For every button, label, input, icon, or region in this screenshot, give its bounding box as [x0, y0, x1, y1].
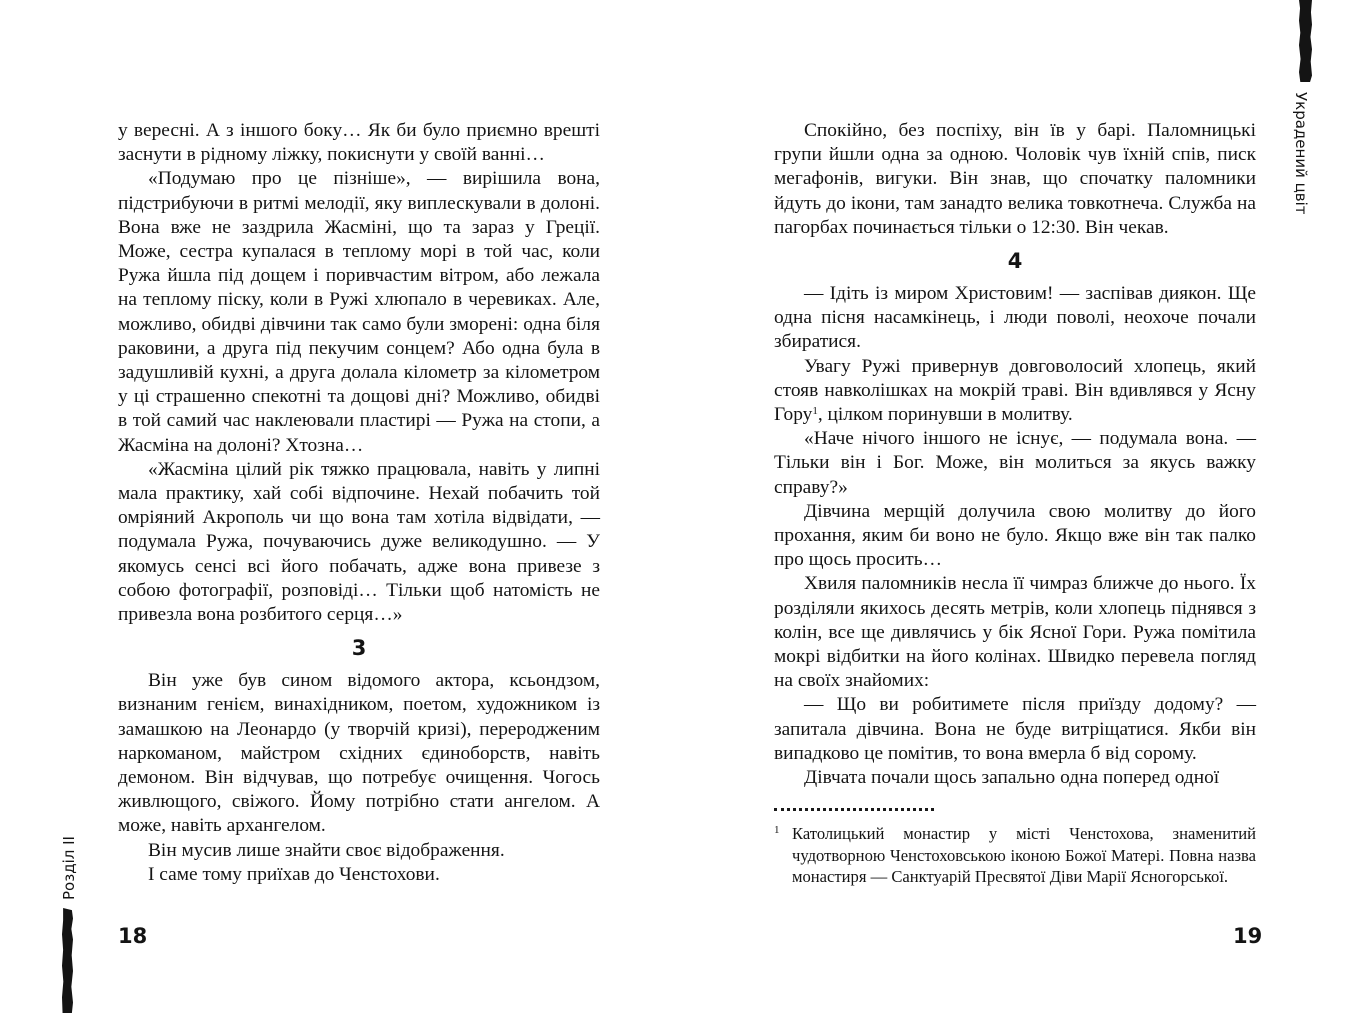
paragraph: — Що ви робитимете після приїзду додому? — запитала дівчина. Вона не буде витріщатися. Якби він випадково це помітив, то вона вмерла б від сорому. [774, 694, 1256, 764]
chapter-edge-mark [62, 908, 73, 1013]
paragraph: «Подумаю про це пізніше», — вирішила вона, підстрибуючи в ритмі мелодії, яку виплескували в долоні. Вона вже не заздрила Жасміні, що та зараз у Греції. Може, сестра купалася в теплому морі в той час, коли Ружа йшла під дощем і поривчастим вітром, або лежала на теплому піску, коли в Ружі хлюпало в черевиках. Але, можливо, обидві дівчини так само були зморені: одна біля раковини, а друга під пекучим сонцем? Або одна була в задушливій кухні, а друга долала кілометр за кілометром у ці страшенно спекотні та дощові дні? Можливо, обидві в той самий час наклеювали пластирі — Ружа на стопи, а Жасміна на долоні? Хтозна… [118, 168, 600, 456]
paragraph: Він мусив лише знайти своє відображення. [148, 839, 505, 861]
paragraph: «Наче нічого іншого не існує, — подумала вона. — Тільки він і Бог. Може, він молиться за якусь важку справу?» [774, 428, 1256, 498]
page-number: 19 [1233, 924, 1263, 948]
left-text-block [118, 119, 600, 887]
paragraph-text: , цілком поринувши в молитву. [817, 404, 1073, 426]
footnote-reference: 1 [812, 405, 818, 418]
paragraph: «Жасміна цілий рік тяжко працювала, навіть у липні мала практику, хай собі відпочине. Нехай побачить той омріяний Акрополь чи що вона там хотіла відвідати, — подумала Ружа, почуваючись дуже великодушно. — У якомусь сенсі всі його побачать, адже вона привезе з собою фотографії, розповіді… Тільки щоб натомість не привезла вона розбитого серця…» [118, 458, 600, 626]
footnote-text: Католицький монастир у місті Ченстохова, знаменитий чудотворною Ченстоховською іконою Божої Матері. Повна назва монастиря — Санктуарій Пресвятої Діви Марії Ясногорської. [792, 824, 1256, 887]
chapter-edge-mark [1299, 0, 1312, 82]
paragraph: І саме тому приїхав до Ченстохови. [148, 863, 440, 885]
section-number: 3 [351, 636, 367, 661]
page-number: 18 [118, 924, 148, 948]
paragraph: Спокійно, без поспіху, він їв у барі. Паломницькі групи йшли одна за одною. Чоловік чув їхній спів, писк мегафонів, вигуки. Він знав, що спочатку паломники йдуть до ікони, там занадто велика товкотнеча. Служба на пагорбах починається тільки о 12:30. Він чекав. [774, 120, 1256, 238]
running-head-title: Украдений цвіт [1292, 92, 1310, 215]
paragraph: — Ідіть із миром Христовим! — заспівав диякон. Ще одна пісня насамкінець, і люди поволі, неохоче почали збиратися. [774, 283, 1256, 353]
paragraph-with-footnote-ref [774, 355, 1256, 428]
section-number: 4 [1007, 249, 1023, 274]
footnote-mark: 1 [774, 824, 780, 837]
paragraph-text: Увагу Ружі привернув довговолосий хлопець, який стояв навколішках на мокрій траві. Він вдивлявся у Ясну Гору [774, 355, 1256, 426]
paragraph: Дівчата почали щось запально одна поперед одної [804, 767, 1220, 789]
paragraph: Хвиля паломників несла її чимраз ближче до нього. Їх розділяли якихось десять метрів, коли хлопець піднявся з колін, все ще дивлячись у бік Ясної Гори. Ружа помітила мокрі відбитки на його колінах. Швидко перевела погляд на своїх знайомих: [774, 573, 1256, 692]
footnote-separator [774, 802, 934, 811]
paragraph: у вересні. А з іншого боку… Як би було приємно врешті заснути в рідному ліжку, покиснути у своїй ванні… [118, 120, 600, 166]
paragraph: Він уже був сином відомого актора, ксьондзом, визнаним генієм, винахідником, поетом, художником із замашкою на Леонардо (у творчій кризі), переродженим наркоманом, майстром східних єдиноборств, навіть демоном. Він відчував, що потребує очищення. Чогось живлющого, свіжого. Йому потрібно стати ангелом. А може, навіть архангелом. [118, 670, 600, 837]
right-page [685, 0, 1370, 1013]
footnote [774, 823, 1256, 887]
right-text-block [774, 119, 1256, 888]
running-head-chapter: Розділ II [60, 836, 78, 900]
paragraph: Дівчина мерщій долучила свою молитву до його прохання, яким би воно не було. Якщо вже він так палко про щось просить… [774, 500, 1256, 571]
